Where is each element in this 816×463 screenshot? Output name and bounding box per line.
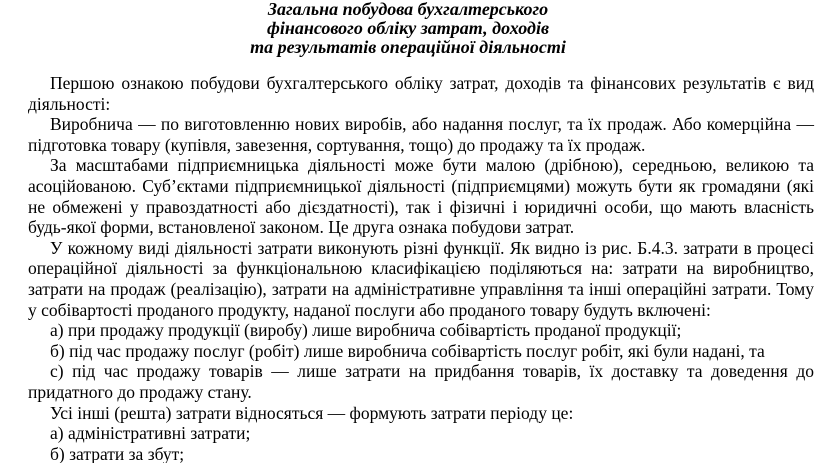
title-line-3: та результатів операційної діяльності (250, 37, 566, 57)
list-item-admin: а) адміністративні затрати; (50, 423, 251, 444)
document-body (28, 73, 814, 463)
paragraph-activity-type: Першою ознакою побудови бухгалтерського обліку затрат, доходів та фінансових результатів є вид діяльності: (28, 73, 814, 114)
paragraph-scale: За масштабами підприємницька діяльності може бути малою (дрібною), середньою, великою та асоційованою. Суб’єктами підприємницької діяльності (підприємцями) можуть бути як громадяни (які не обмежені у правоздатності або дієздатності), так і фізичні і юридичні особи, що мають власність будь-якої форми, встановленої законом. Це друга ознака побудови затрат. (28, 155, 814, 238)
list-item-sales: б) затрати за збут; (50, 443, 185, 463)
paragraph-period-costs: Усі інші (решта) затрати відносяться — формують затрати періоду це: (50, 402, 574, 423)
paragraph-production: Виробнича — по виготовленню нових виробів, або надання послуг, та їх продаж. Або комерційна — підготовка товару (купівля, завезення, сортування, тощо) до продажу та їх продаж. (28, 114, 814, 155)
document-title (0, 0, 816, 57)
list-item-b: б) під час продажу послуг (робіт) лише виробнича собівартість послуг робіт, які були надані, та (50, 340, 765, 361)
title-line-1: Загальна побудова бухгалтерського (267, 0, 549, 19)
paragraph-functions: У кожному виді діяльності затрати виконують різні функції. Як видно із рис. Б.4.3. затрати в процесі операційної діяльності за функціональною класифікацією поділяються на: затрати на виробництво, затрати на продаж (реалізацію), затрати на адміністративне управління та інші операційні затрати. Тому у собівартості проданого продукту, наданої послуги або проданого товару будуть включені: (28, 237, 814, 320)
list-item-c: с) під час продажу товарів — лише затрати на придбання товарів, їх доставку та доведення до придатного до продажу стану. (28, 361, 814, 402)
title-line-2: фінансового обліку затрат, доходів (266, 18, 550, 38)
list-item-a: а) при продажу продукції (виробу) лише виробнича собівартість проданої продукції; (50, 320, 682, 341)
